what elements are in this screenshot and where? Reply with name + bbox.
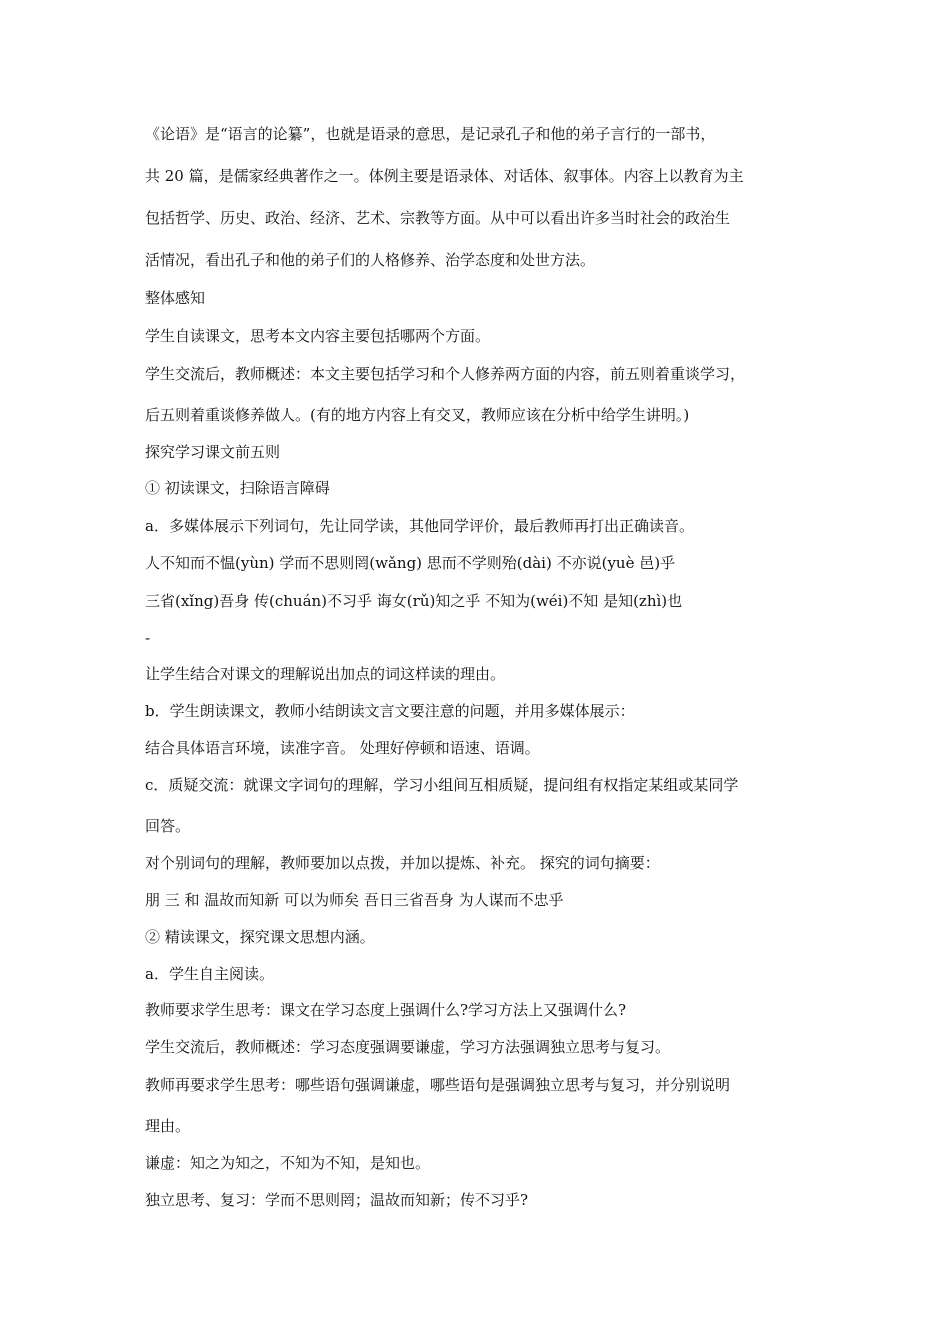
paragraph-line: 朋 三 和 温故而知新 可以为师矣 吾日三省吾身 为人谋而不忠乎 bbox=[145, 891, 564, 909]
paragraph-line: 回答。 bbox=[145, 817, 191, 835]
paragraph-line: 教师再要求学生思考：哪些语句强调谦虚，哪些语句是强调独立思考与复习，并分别说明 bbox=[145, 1076, 731, 1094]
paragraph-line: 共 20 篇，是儒家经典著作之一。体例主要是语录体、对话体、叙事体。内容上以教育为主 bbox=[145, 167, 744, 185]
section-heading: 整体感知 bbox=[145, 289, 206, 307]
paragraph-line: b．学生朗读课文，教师小结朗读文言文要注意的问题，并用多媒体展示： bbox=[145, 702, 635, 720]
paragraph-line: 学生交流后，教师概述：学习态度强调要谦虚，学习方法强调独立思考与复习。 bbox=[145, 1038, 671, 1056]
pinyin-line: 三省(xǐng)吾身 传(chuán)不习乎 诲女(rǔ)知之乎 不知为(wéi)不知 是知(zhì)也 bbox=[145, 592, 683, 610]
paragraph-line: 教师要求学生思考：课文在学习态度上强调什么?学习方法上又强调什么? bbox=[145, 1001, 627, 1019]
paragraph-line: 包括哲学、历史、政治、经济、艺术、宗教等方面。从中可以看出许多当时社会的政治生 bbox=[145, 209, 731, 227]
paragraph-line: 对个别词句的理解，教师要加以点拨，并加以提炼、补充。 探究的词句摘要： bbox=[145, 854, 660, 872]
paragraph-line: 学生交流后，教师概述：本文主要包括学习和个人修养两方面的内容，前五则着重谈学习， bbox=[145, 365, 746, 383]
separator-mark: - bbox=[145, 629, 151, 647]
paragraph-line: 独立思考、复习：学而不思则罔；温故而知新；传不习乎? bbox=[145, 1191, 529, 1209]
paragraph-line: 学生自读课文，思考本文内容主要包括哪两个方面。 bbox=[145, 327, 491, 345]
paragraph-line: 谦虚：知之为知之，不知为不知，是知也。 bbox=[145, 1154, 431, 1172]
paragraph-line: 让学生结合对课文的理解说出加点的词这样读的理由。 bbox=[145, 665, 506, 683]
paragraph-line: 后五则着重谈修养做人。(有的地方内容上有交叉，教师应该在分析中给学生讲明。) bbox=[145, 406, 690, 424]
pinyin-line: 人不知而不愠(yùn) 学而不思则罔(wǎng) 思而不学则殆(dài) 不亦说(yuè 邑)乎 bbox=[145, 554, 676, 572]
paragraph-line: a．多媒体展示下列词句，先让同学读，其他同学评价，最后教师再打出正确读音。 bbox=[145, 517, 694, 535]
paragraph-line: 结合具体语言环境，读准字音。 处理好停顿和语速、语调。 bbox=[145, 739, 540, 757]
paragraph-line: 活情况，看出孔子和他的弟子们的人格修养、治学态度和处世方法。 bbox=[145, 251, 596, 269]
section-heading: 探究学习课文前五则 bbox=[145, 443, 281, 461]
paragraph-line: 《论语》是“语言的论纂”，也就是语录的意思，是记录孔子和他的弟子言行的一部书， bbox=[145, 125, 716, 143]
subsection-heading: ② 精读课文，探究课文思想内涵。 bbox=[145, 928, 375, 946]
paragraph-line: a．学生自主阅读。 bbox=[145, 965, 274, 983]
paragraph-line: 理由。 bbox=[145, 1117, 191, 1135]
subsection-heading: ① 初读课文，扫除语言障碍 bbox=[145, 479, 330, 497]
paragraph-line: c．质疑交流：就课文字词句的理解，学习小组间互相质疑，提问组有权指定某组或某同学 bbox=[145, 776, 739, 794]
